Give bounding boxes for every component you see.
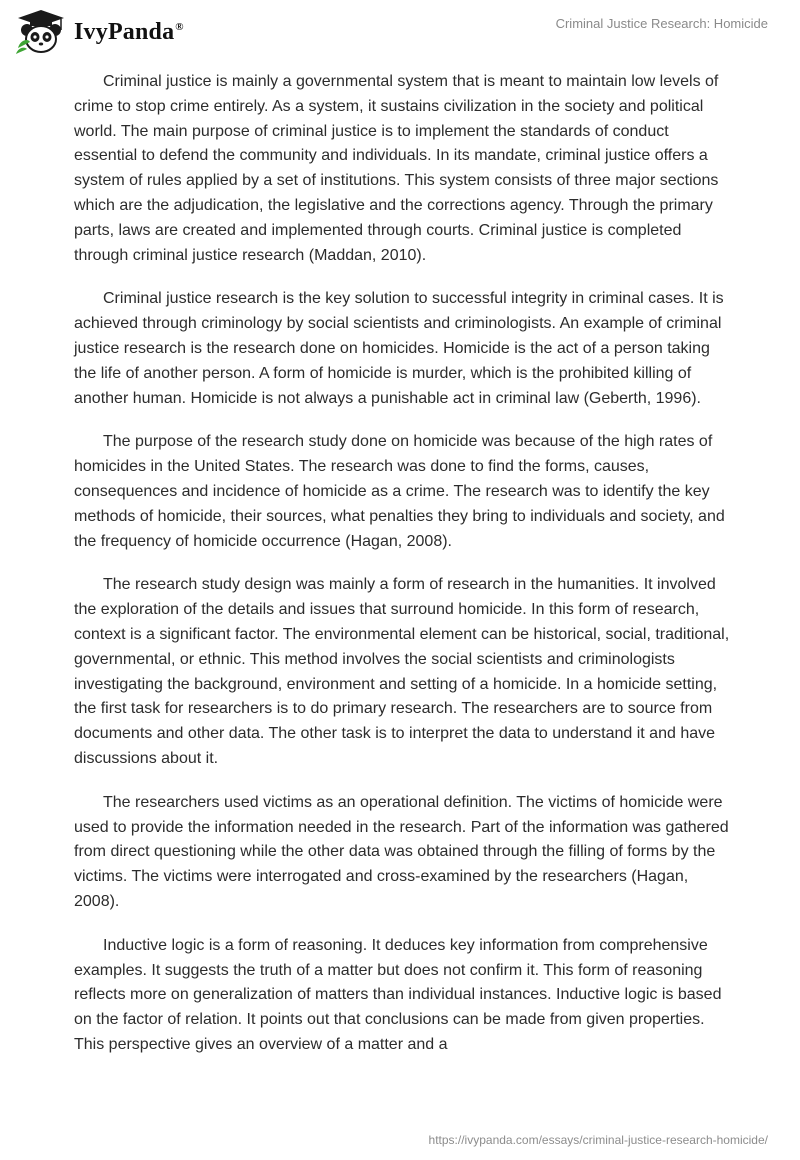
registered-mark: ® (175, 20, 184, 33)
paragraph: The purpose of the research study done on homicide was because of the high rates of homicides in the United States. The research was done to find the forms, causes, consequences and incidence of homicide as a crime. The research was to identify the key methods of homicide, their sources, what penalties they bring to individuals and society, and the frequency of homicide occurrence (Hagan, 2008). (74, 433, 725, 550)
source-url-link[interactable]: https://ivypanda.com/essays/criminal-justice-research-homicide/ (428, 1133, 768, 1147)
essay-body (74, 70, 730, 1077)
document-title: Criminal Justice Research: Homicide (555, 16, 768, 31)
paragraph: The research study design was mainly a form of research in the humanities. It involved the exploration of the details and issues that surround homicide. In this form of research, context is a significant factor. The environmental element can be historical, social, traditional, governmental, or ethnic. This method involves the social scientists and criminologists investigating the background, environment and setting of a homicide. In a homicide setting, the first task for researchers is to do primary research. The researchers are to source from documents and other data. The other task is to interpret the data to understand it and have discussions about it. (74, 576, 730, 767)
brand-name: IvyPanda® (74, 18, 184, 45)
ivypanda-logo[interactable] (14, 8, 184, 56)
paragraph: Criminal justice is mainly a governmental system that is meant to maintain low levels of crime to stop crime entirely. As a system, it sustains civilization in the society and political world. The main purpose of criminal justice is to implement the standards of conduct essential to defend the community and individuals. In its mandate, criminal justice offers a system of rules applied by a set of institutions. This system consists of three major sections which are the adjudication, the legislative and the corrections agency. Through the primary parts, laws are created and implemented through courts. Criminal justice is completed through criminal justice research (Maddan, 2010). (74, 73, 719, 264)
paragraph: Inductive logic is a form of reasoning. It deduces key information from comprehensive examples. It suggests the truth of a matter but does not confirm it. This form of reasoning reflects more on generalization of matters than individual instances. Inductive logic is based on the factor of relation. It points out that conclusions can be made from given properties. This perspective gives an overview of a matter and a (74, 936, 722, 1053)
page-header (0, 0, 800, 62)
paragraph: Criminal justice research is the key solution to successful integrity in criminal cases. It is achieved through criminology by social scientists and criminologists. An example of criminal justice research is the research done on homicides. Homicide is the act of a person taking the life of another person. A form of homicide is murder, which is the prohibited killing of another human. Homicide is not always a punishable act in criminal law (Geberth, 1996). (74, 290, 724, 407)
panda-graduate-icon (14, 8, 68, 56)
paragraph: The researchers used victims as an operational definition. The victims of homicide were used to provide the information needed in the research. Part of the information was gathered from direct questioning while the other data was obtained through the filling of forms by the victims. The victims were interrogated and cross-examined by the researchers (Hagan, 2008). (74, 793, 729, 910)
